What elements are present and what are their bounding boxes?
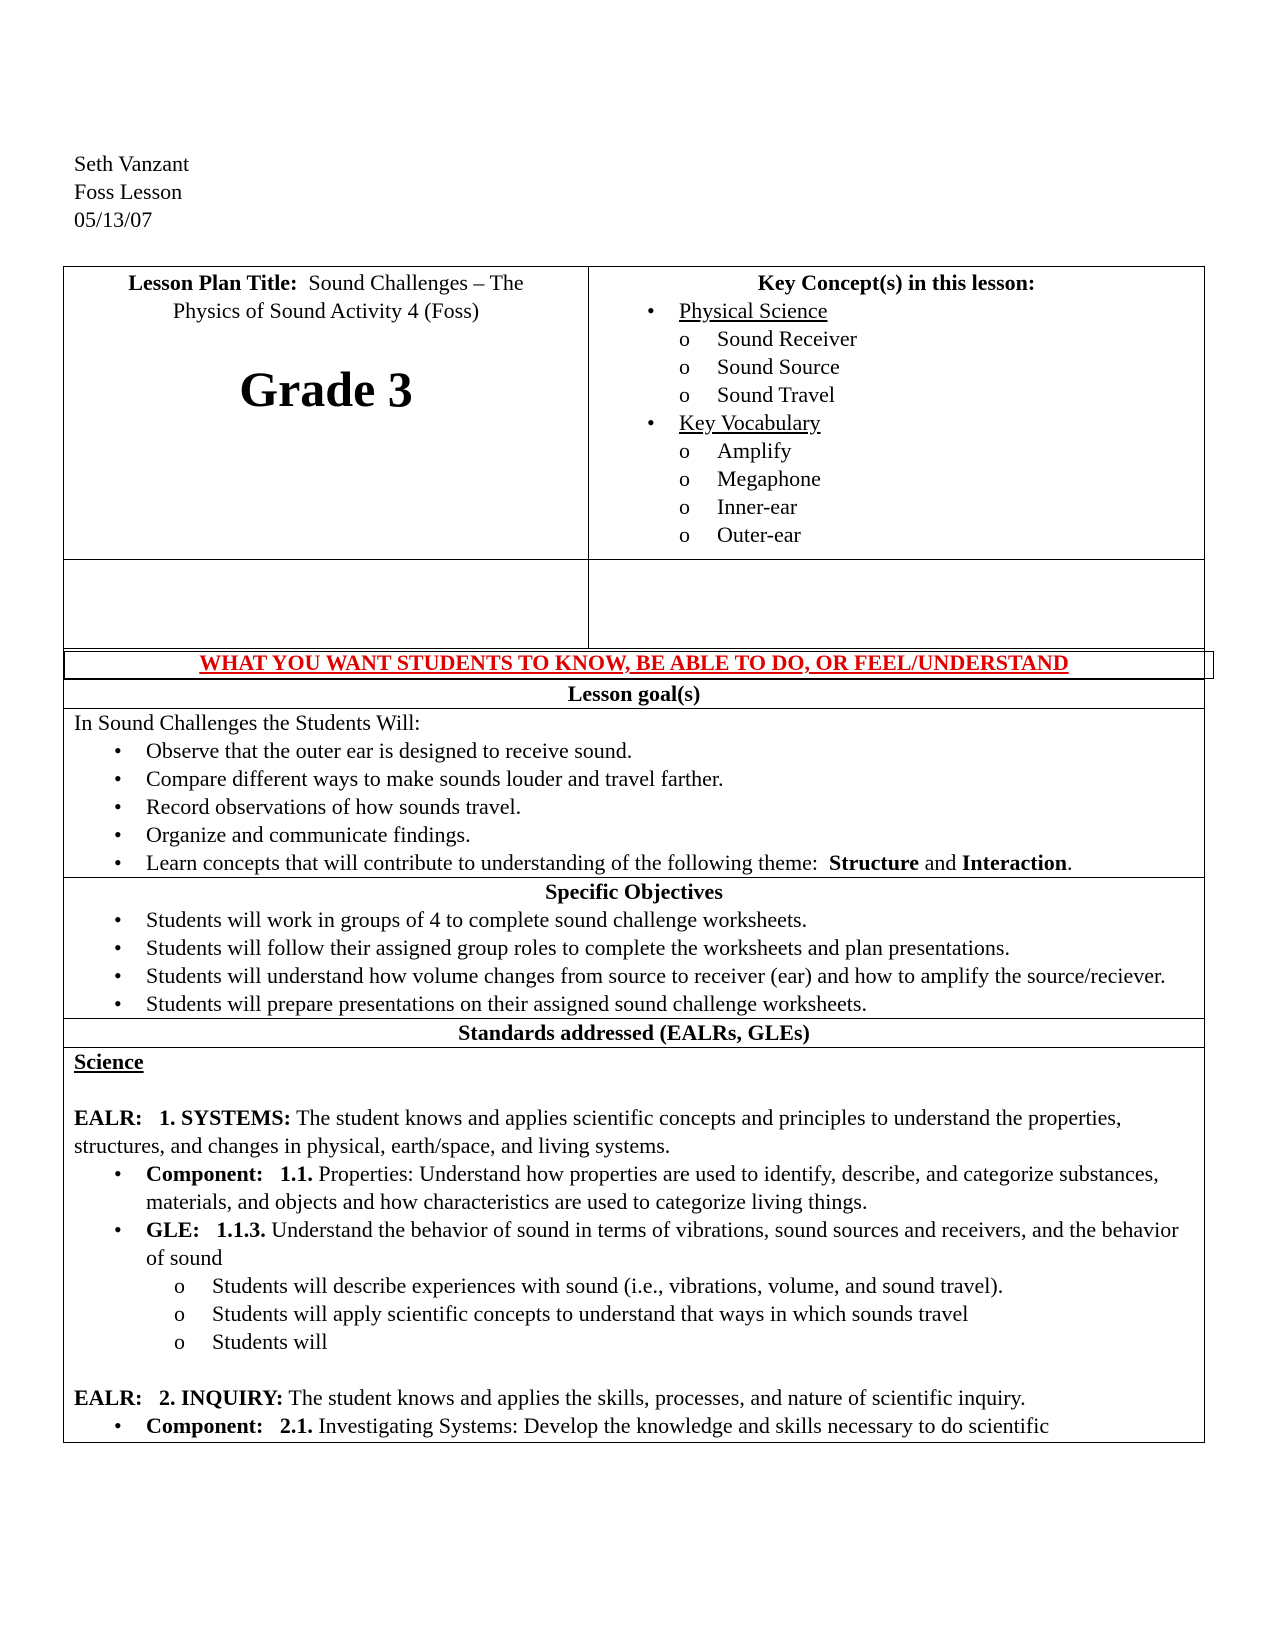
- theme-structure: Structure: [829, 850, 920, 875]
- theme-interaction: Interaction: [961, 850, 1067, 875]
- theme-and: and: [924, 850, 957, 875]
- gle-text: Understand the behavior of sound in terms of vibrations, sound sources and receivers, and the behavior of sound: [146, 1217, 1179, 1270]
- objective-item: • Students will follow their assigned group roles to complete the worksheets and plan presentations.: [74, 934, 1194, 962]
- objectives-list: [74, 906, 1194, 1018]
- document-header: [74, 150, 189, 234]
- ealr-inquiry-list: [74, 1412, 1194, 1440]
- lesson-goals-heading: Lesson goal(s): [64, 679, 1204, 709]
- gle-label: GLE:: [146, 1217, 200, 1242]
- grade-level: Grade 3: [239, 361, 413, 417]
- component-label: Component:: [146, 1161, 264, 1186]
- empty-row: [64, 560, 1204, 649]
- lesson-title: [64, 267, 588, 325]
- objective-item: • Students will work in groups of 4 to complete sound challenge worksheets.: [74, 906, 1194, 934]
- key-concept-item: o Sound Travel: [679, 381, 1204, 409]
- component-text: Properties: Understand how properties are used to identify, describe, and categorize substances, materials, and objects and how characteristics are used to categorize living things.: [146, 1161, 1159, 1214]
- empty-cell-right: [589, 560, 1204, 648]
- goal-item: • Compare different ways to make sounds louder and travel farther.: [74, 765, 1194, 793]
- key-concepts-heading: Key Concept(s) in this lesson:: [757, 270, 1036, 295]
- component-text: Investigating Systems: Develop the knowledge and skills necessary to do scientific: [318, 1413, 1050, 1438]
- vocabulary-item: o Amplify: [679, 437, 1204, 465]
- lesson-goals-intro: In Sound Challenges the Students Will:: [74, 710, 421, 735]
- goal-item: • Record observations of how sounds travel.: [74, 793, 1194, 821]
- lesson-title-line2: Physics of Sound Activity 4 (Foss): [172, 298, 480, 323]
- ealr-systems-list: [74, 1160, 1194, 1356]
- component-label: Component:: [146, 1413, 264, 1438]
- objective-item: • Students will understand how volume changes from source to receiver (ear) and how to amplify the source/reciever.: [74, 962, 1194, 990]
- objective-item: • Students will prepare presentations on their assigned sound challenge worksheets.: [74, 990, 1194, 1018]
- gle-subitems: [174, 1272, 1194, 1356]
- ealr-title: 2. INQUIRY:: [158, 1385, 284, 1410]
- lesson-title-label: Lesson Plan Title:: [128, 270, 298, 295]
- lesson-title-cell: [64, 267, 589, 559]
- key-concept-group-label: Physical Science: [679, 298, 828, 323]
- ealr-inquiry: [74, 1384, 1194, 1412]
- goal-item: • Observe that the outer ear is designed to receive sound.: [74, 737, 1194, 765]
- key-concepts-list: [589, 297, 1204, 549]
- objectives-banner: [54, 649, 1214, 679]
- standards-section: [64, 1048, 1204, 1442]
- component-item: [74, 1160, 1194, 1216]
- ealr-text: The student knows and applies the skills, processes, and nature of scientific inquiry.: [288, 1385, 1026, 1410]
- goal-item-end: .: [1066, 850, 1073, 875]
- component-number: 2.1.: [279, 1413, 313, 1438]
- gle-number: 1.1.3.: [216, 1217, 266, 1242]
- key-concept-group: [589, 297, 1204, 409]
- objectives-section: [64, 906, 1204, 1018]
- standards-subject: Science: [74, 1049, 144, 1074]
- vocabulary-item: o Outer-ear: [679, 521, 1204, 549]
- title-row: [64, 267, 1204, 560]
- key-concept-group: [589, 409, 1204, 549]
- objectives-heading: Specific Objectives: [64, 877, 1204, 906]
- vocabulary-item: o Megaphone: [679, 465, 1204, 493]
- key-concept-item: o Sound Source: [679, 353, 1204, 381]
- ealr-label: EALR:: [74, 1385, 143, 1410]
- lesson-subject: Foss Lesson: [74, 179, 183, 204]
- goal-item-text: Learn concepts that will contribute to understanding of the following theme:: [146, 850, 819, 875]
- lesson-goals-list: [74, 737, 1194, 877]
- lesson-title-line1: Sound Challenges – The: [308, 270, 524, 295]
- gle-subitem: o Students will describe experiences with sound (i.e., vibrations, volume, and sound travel).: [174, 1272, 1194, 1300]
- banner-text: WHAT YOU WANT STUDENTS TO KNOW, BE ABLE TO DO, OR FEEL/UNDERSTAND: [199, 650, 1069, 675]
- author-name: Seth Vanzant: [74, 151, 190, 176]
- ealr-title: 1. SYSTEMS:: [158, 1105, 291, 1130]
- goal-item: • Organize and communicate findings.: [74, 821, 1194, 849]
- vocabulary-item: o Inner-ear: [679, 493, 1204, 521]
- ealr-label: EALR:: [74, 1105, 143, 1130]
- lesson-date: 05/13/07: [74, 207, 153, 232]
- standards-heading: Standards addressed (EALRs, GLEs): [64, 1018, 1204, 1048]
- lesson-goals-section: [64, 709, 1204, 877]
- gle-item: [74, 1216, 1194, 1356]
- gle-subitem: o Students will apply scientific concepts to understand that ways in which sounds travel: [174, 1300, 1194, 1328]
- gle-subitem: o Students will: [174, 1328, 1194, 1356]
- goal-item: [74, 849, 1194, 877]
- ealr-text: The student knows and applies scientific concepts and principles to understand the properties, structures, and changes in physical, earth/space, and living systems.: [74, 1105, 1122, 1158]
- key-concept-group-label: Key Vocabulary: [679, 410, 821, 435]
- lesson-plan-table: [63, 266, 1205, 1443]
- key-concepts-cell: [589, 267, 1204, 559]
- ealr-systems: [74, 1104, 1194, 1160]
- key-concept-item: o Sound Receiver: [679, 325, 1204, 353]
- empty-cell-left: [64, 560, 589, 648]
- component-number: 1.1.: [279, 1161, 313, 1186]
- component-item: [74, 1412, 1194, 1440]
